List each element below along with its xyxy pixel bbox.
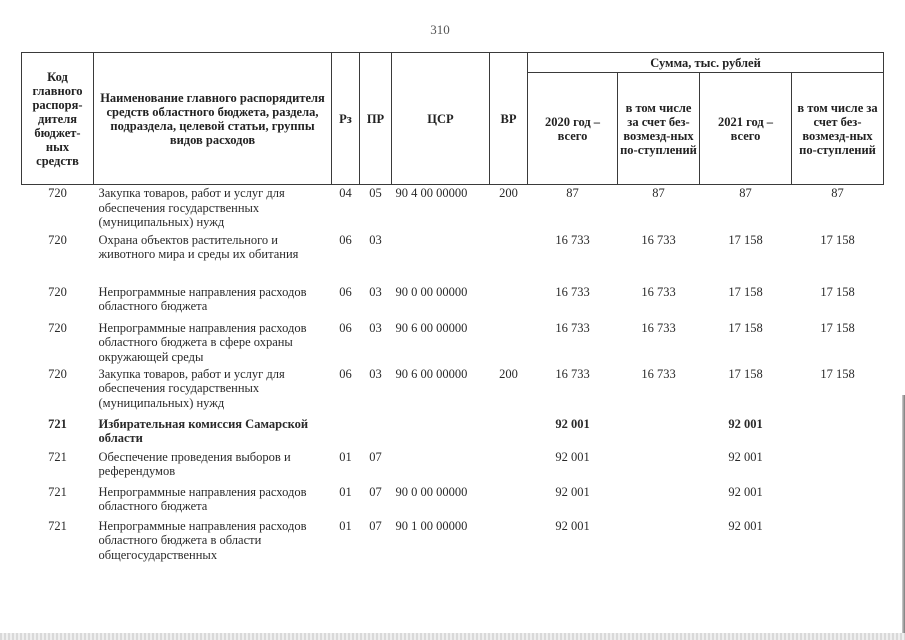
cell-rz: 01: [339, 449, 352, 464]
cell-code: 720: [48, 320, 67, 335]
cell-rz: 04: [339, 186, 352, 200]
cell-name: Закупка товаров, работ и услуг для обеспечения государственных (муниципальных) нужд: [98, 186, 285, 229]
header-rz: Рз: [332, 53, 360, 185]
table-row: [22, 285, 884, 321]
cell-2020-free: [618, 485, 700, 519]
cell-vr: [490, 485, 528, 519]
cell-rz: 01: [339, 484, 352, 499]
cell-csr: 90 6 00 00000: [395, 366, 468, 381]
table-row: [22, 450, 884, 485]
cell-2020-free: [618, 417, 700, 450]
cell-vr: [490, 519, 528, 569]
header-csr: ЦСР: [392, 53, 490, 185]
cell-2020-total: 92 001: [555, 449, 590, 464]
cell-vr: [490, 417, 528, 450]
table-row: [22, 367, 884, 417]
cell-pr: 03: [369, 232, 382, 247]
cell-2021-free: [792, 519, 884, 569]
cell-vr: [490, 285, 528, 321]
cell-vr: 200: [499, 366, 518, 381]
header-code: Код главного распоря-дителя бюджет-ных средств: [22, 53, 94, 185]
table-row: [22, 417, 884, 450]
cell-2020-free: 16 733: [641, 366, 676, 381]
cell-2020-total: 16 733: [555, 320, 590, 335]
cell-2021-free: 17 158: [820, 366, 855, 381]
cell-2021-free: 17 158: [820, 284, 855, 299]
header-2021-total: 2021 год – всего: [700, 73, 792, 185]
cell-2021-free: [792, 485, 884, 519]
cell-vr: 200: [499, 186, 518, 200]
cell-csr: 90 6 00 00000: [395, 320, 468, 335]
cell-csr: [392, 450, 490, 485]
cell-2021-free: 87: [831, 186, 844, 200]
cell-vr: [490, 321, 528, 367]
cell-2021-total: 17 158: [728, 232, 763, 247]
cell-name: Непрограммные направления расходов областного бюджета: [98, 484, 307, 513]
table-row: [22, 185, 884, 233]
cell-rz: 01: [339, 518, 352, 533]
cell-code: 721: [48, 416, 67, 431]
table-row: [22, 233, 884, 285]
cell-csr: 90 0 00 00000: [395, 284, 468, 299]
cell-csr: [392, 233, 490, 285]
cell-name: Непрограммные направления расходов областного бюджета: [98, 284, 307, 313]
cell-2020-free: 16 733: [641, 232, 676, 247]
header-2021-free: в том числе за счет без-возмезд-ных по-ступлений: [792, 73, 884, 185]
cell-name: Обеспечение проведения выборов и референдумов: [98, 449, 291, 478]
cell-2020-total: 16 733: [555, 232, 590, 247]
table-header: [22, 53, 884, 185]
cell-name: Избирательная комиссия Самарской области: [98, 416, 309, 445]
cell-vr: [490, 233, 528, 285]
cell-name: Непрограммные направления расходов областного бюджета в сфере охраны окружающей среды: [98, 320, 307, 364]
cell-2021-total: 92 001: [728, 449, 763, 464]
table-body: [22, 185, 884, 569]
cell-rz: 06: [339, 232, 352, 247]
table-row: [22, 321, 884, 367]
cell-2021-free: 17 158: [820, 320, 855, 335]
cell-2021-total: 17 158: [728, 320, 763, 335]
header-sum-group: Сумма, тыс. рублей: [528, 53, 884, 73]
header-vr: ВР: [490, 53, 528, 185]
header-pr: ПР: [360, 53, 392, 185]
cell-2021-total: 92 001: [728, 484, 763, 499]
cell-rz: 06: [339, 366, 352, 381]
cell-vr: [490, 450, 528, 485]
scan-edge-strip: [0, 633, 905, 640]
cell-code: 721: [48, 484, 67, 499]
cell-2021-total: 17 158: [728, 366, 763, 381]
cell-2020-free: 16 733: [641, 320, 676, 335]
cell-name: Охрана объектов растительного и животного мира и среды их обитания: [98, 232, 299, 261]
cell-pr: 07: [369, 449, 382, 464]
cell-csr: 90 1 00 00000: [395, 518, 468, 533]
cell-name: Закупка товаров, работ и услуг для обеспечения государственных (муниципальных) нужд: [98, 366, 285, 410]
cell-2020-free: 16 733: [641, 284, 676, 299]
cell-2020-free: [618, 450, 700, 485]
header-name: Наименование главного распорядителя средств областного бюджета, раздела, подраздела, целевой статьи, группы видов расходов: [94, 53, 332, 185]
cell-code: 720: [48, 284, 67, 299]
header-2020-free: в том числе за счет без-возмезд-ных по-ступлений: [618, 73, 700, 185]
cell-name: Непрограммные направления расходов областного бюджета в области общегосударственных: [98, 518, 307, 562]
cell-code: 721: [48, 518, 67, 533]
cell-pr: [360, 417, 392, 450]
cell-code: 721: [48, 449, 67, 464]
cell-csr: 90 4 00 00000: [395, 186, 468, 200]
cell-csr: 90 0 00 00000: [395, 484, 468, 499]
table-row: [22, 519, 884, 569]
cell-2021-total: 17 158: [728, 284, 763, 299]
table-row: [22, 485, 884, 519]
cell-2021-free: 17 158: [820, 232, 855, 247]
page-number: 310: [430, 22, 450, 37]
cell-2020-free: [618, 519, 700, 569]
cell-2021-total: 92 001: [728, 518, 763, 533]
cell-2021-total: 87: [739, 186, 752, 200]
cell-pr: 07: [369, 484, 382, 499]
cell-rz: 06: [339, 284, 352, 299]
cell-pr: 03: [369, 366, 382, 381]
cell-csr: [392, 417, 490, 450]
cell-2021-free: [792, 450, 884, 485]
cell-code: 720: [48, 366, 67, 381]
cell-2021-total: 92 001: [728, 416, 763, 431]
cell-pr: 05: [369, 186, 382, 200]
cell-2020-total: 87: [566, 186, 579, 200]
cell-2020-total: 16 733: [555, 366, 590, 381]
cell-2020-total: 16 733: [555, 284, 590, 299]
header-2020-total: 2020 год – всего: [528, 73, 618, 185]
cell-2020-total: 92 001: [555, 518, 590, 533]
cell-pr: 03: [369, 320, 382, 335]
cell-rz: 06: [339, 320, 352, 335]
cell-2020-free: 87: [652, 186, 665, 200]
cell-2020-total: 92 001: [555, 416, 590, 431]
cell-code: 720: [48, 232, 67, 247]
budget-table: [21, 52, 884, 569]
cell-rz: [332, 417, 360, 450]
cell-pr: 07: [369, 518, 382, 533]
cell-pr: 03: [369, 284, 382, 299]
cell-code: 720: [48, 186, 67, 200]
cell-2021-free: [792, 417, 884, 450]
cell-2020-total: 92 001: [555, 484, 590, 499]
